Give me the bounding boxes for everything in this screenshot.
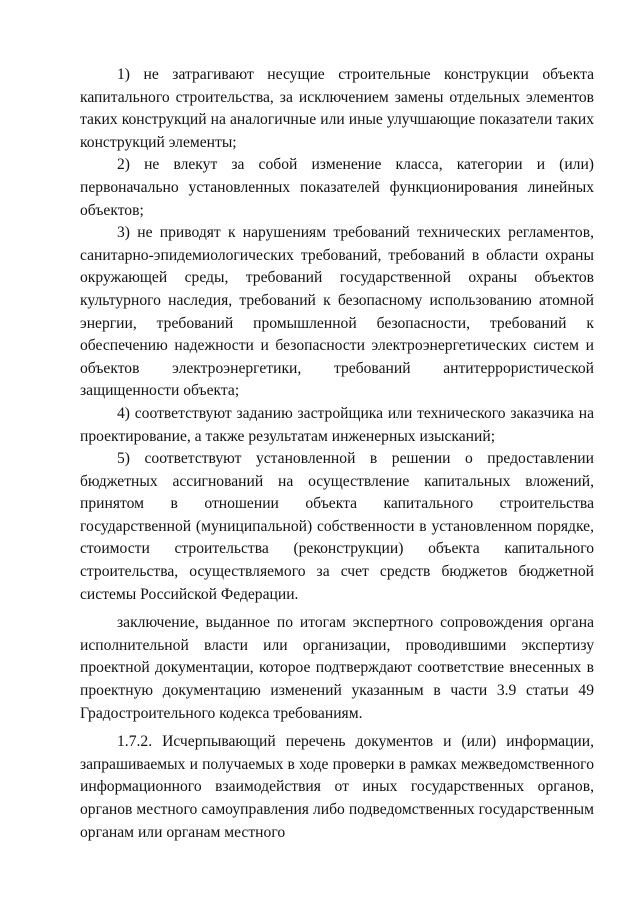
paragraph-item-3: 3) не приводят к нарушениям требований технических регламентов, санитарно-эпидемиологических требований, требований в области охраны окружающей среды, требований государственной охраны объектов культурного наследия, требований к безопасному использованию атомной энергии, требований промышленной безопасности, требований к обеспечению надежности и безопасности электроэнергетических систем и объектов электроэнергетики, требований антитеррористической защищенности объекта; (80, 224, 594, 400)
paragraph-item-4: 4) соответствуют заданию застройщика или технического заказчика на проектирование, а также результатам инженерных изысканий; (80, 404, 594, 445)
paragraph-item-5: 5) соответствуют установленной в решении о предоставлении бюджетных ассигнований на осуществление капитальных вложений, принятом в отношении объекта капитального строительства государственной (муниципальной) собственности в установленном порядке, стоимости строительства (реконструкции) объекта капитального строительства, осуществляемого за счет средств бюджетов бюджетной системы Российской Федерации. (80, 450, 594, 603)
document-body (80, 64, 594, 844)
paragraph-conclusion: заключение, выданное по итогам экспертного сопровождения органа исполнительной власти или организации, проводившими экспертизу проектной документации, которое подтверждают соответствие внесенных в проектную документацию изменений указанным в части 3.9 статьи 49 Градостроительного кодекса требованиям. (80, 614, 594, 722)
paragraph-section-1-7-2: 1.7.2. Исчерпывающий перечень документов и (или) информации, запрашиваемых и получаемых в ходе проверки в рамках межведомственного информационного взаимодействия от иных государственных органов, органов местного самоуправления либо подведомственных государственным органам или органам местного (80, 733, 594, 841)
paragraph-item-2: 2) не влекут за собой изменение класса, категории и (или) первоначально установленных показателей функционирования линейных объектов; (80, 156, 594, 219)
paragraph-item-1: 1) не затрагивают несущие строительные конструкции объекта капитального строительства, за исключением замены отдельных элементов таких конструкций на аналогичные или иные улучшающие показатели таких конструкций элементы; (80, 66, 594, 151)
